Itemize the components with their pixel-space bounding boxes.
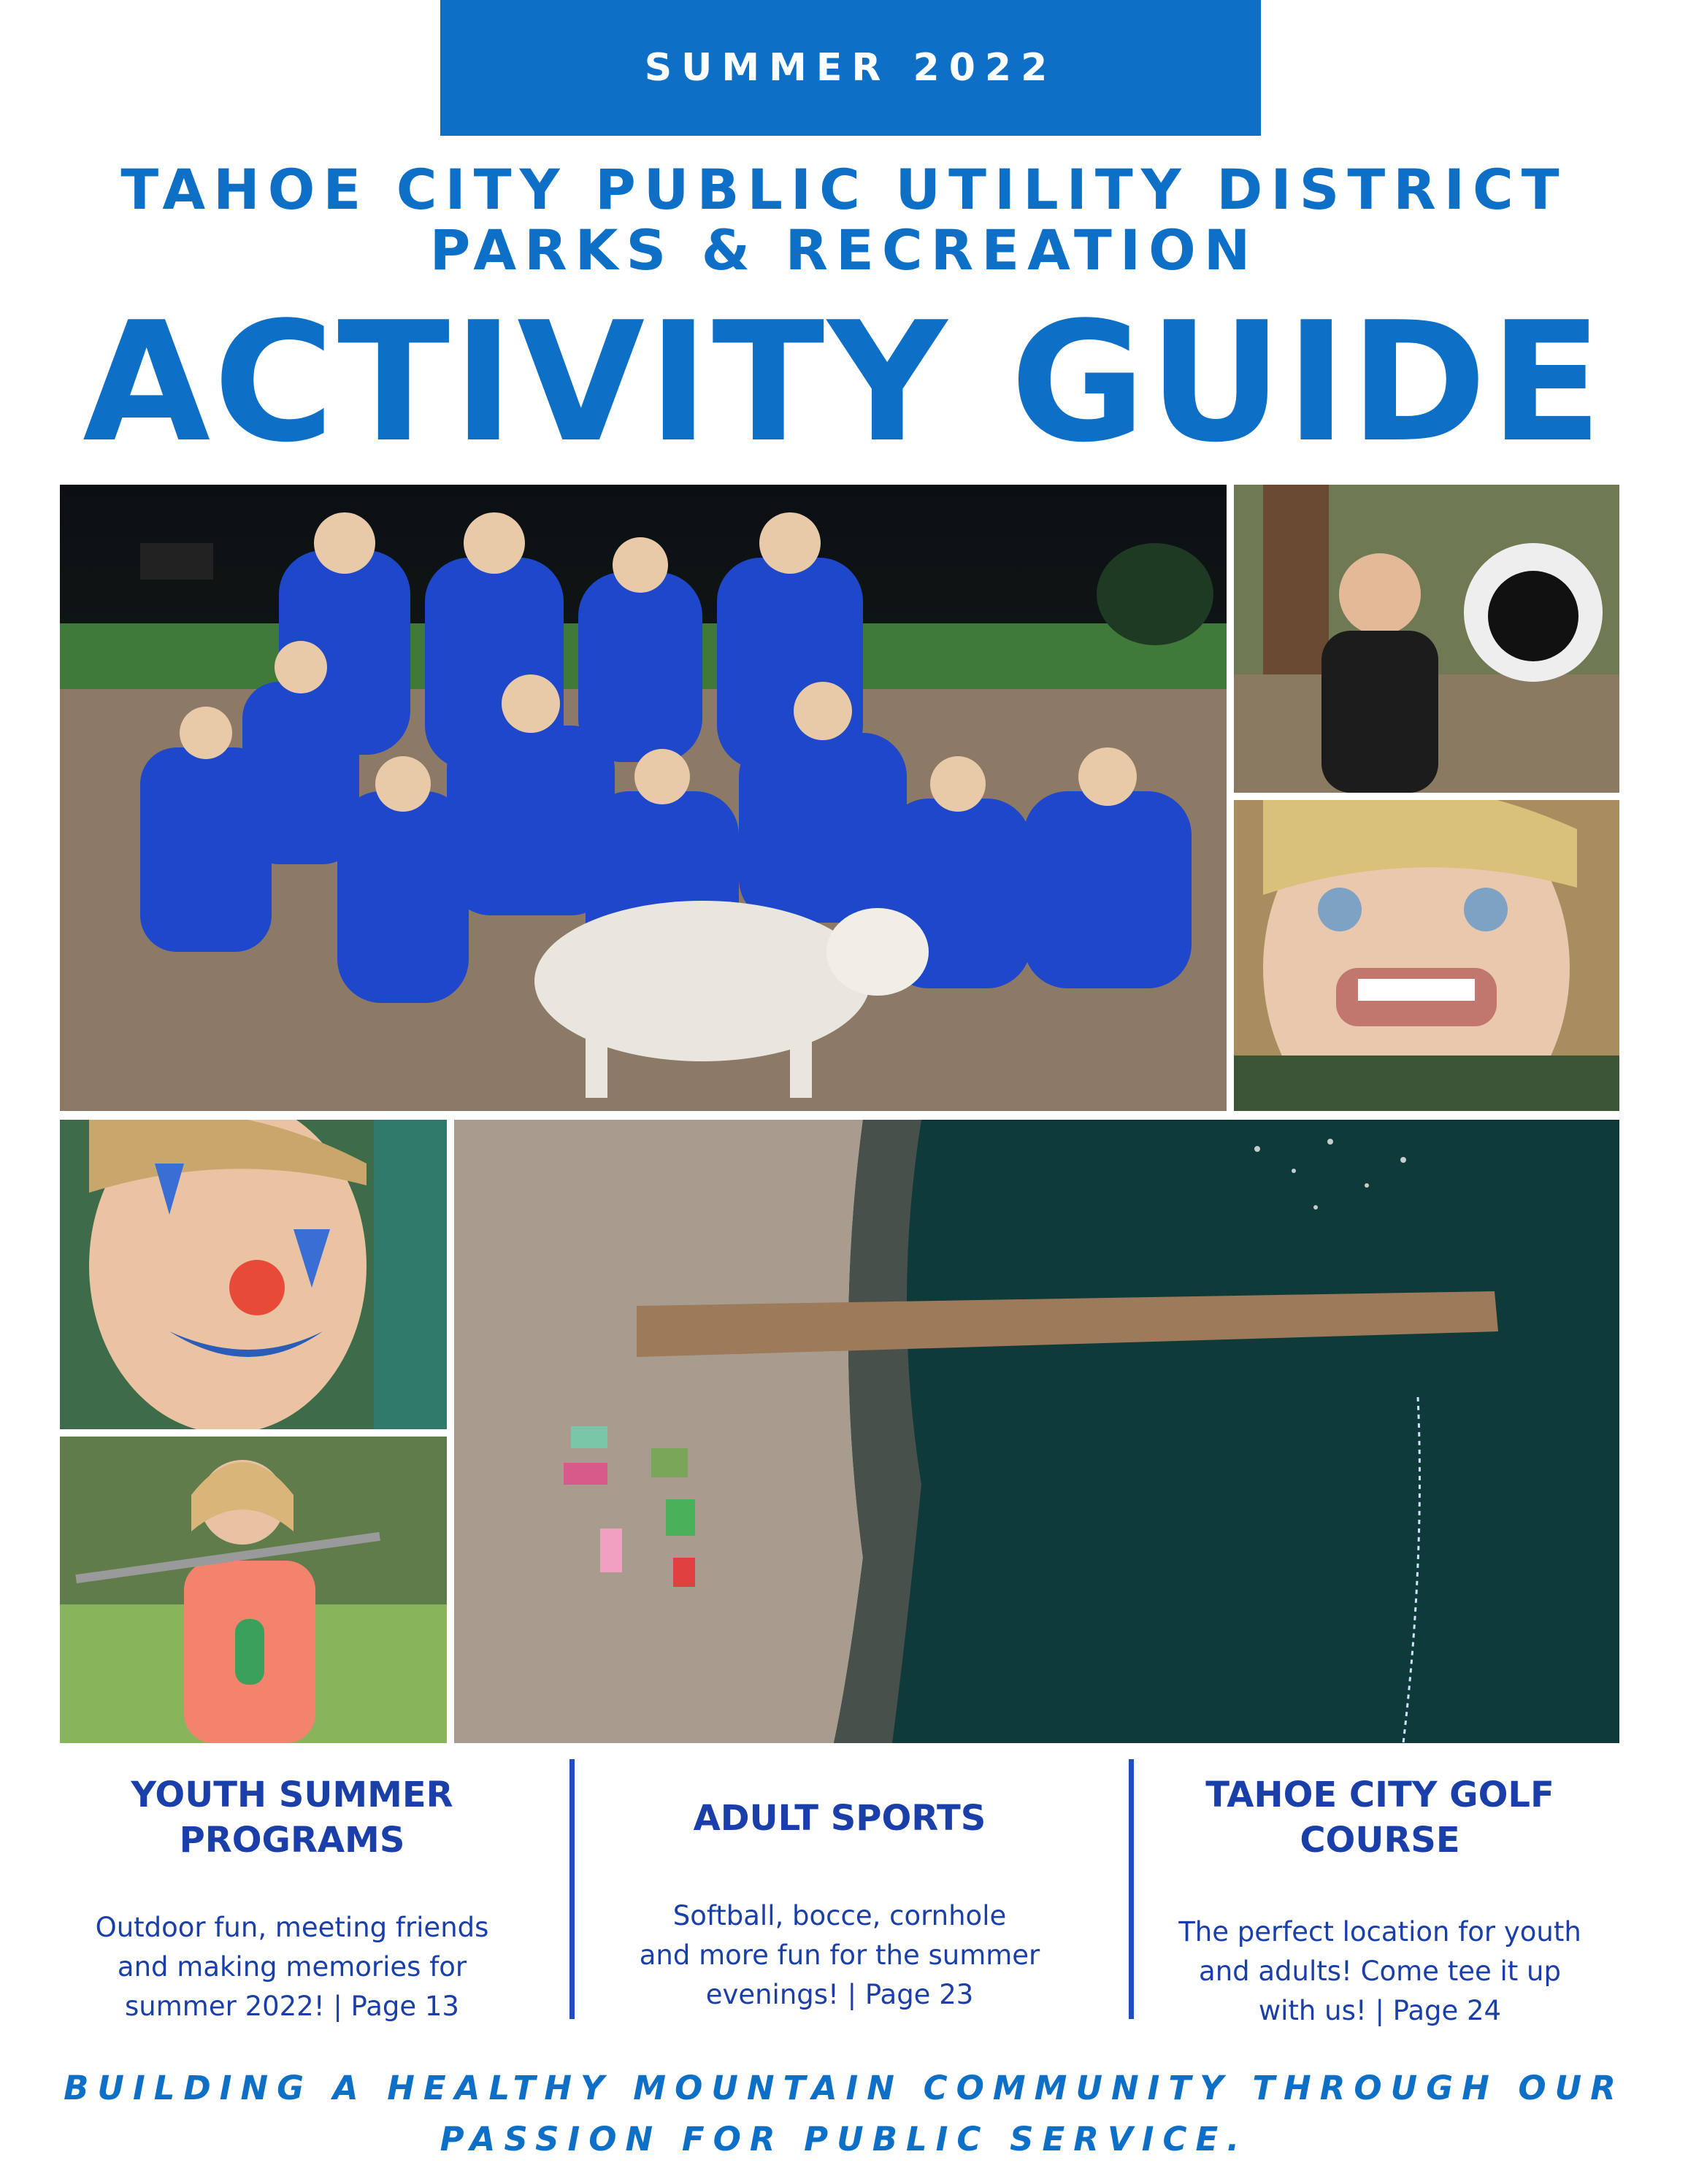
girl-with-golf-club-photo: [60, 1437, 447, 1743]
kid-clown-makeup-photo: [60, 1120, 447, 1429]
tagline-line-2: PASSION FOR PUBLIC SERVICE.: [440, 2120, 1248, 2158]
season-banner: [440, 0, 1261, 136]
column-divider: [1129, 1759, 1134, 2019]
section-description: Outdoor fun, meeting friends and making memories for summer 2022! | Page 13: [95, 1912, 489, 2022]
aerial-beach-pier-photo: [454, 1120, 1619, 1743]
section-heading: YOUTH SUMMER PROGRAMS: [131, 1774, 453, 1861]
tagline-line-1: BUILDING A HEALTHY MOUNTAIN COMMUNITY THROUGH OUR: [64, 2069, 1624, 2107]
softball-team-photo: [60, 485, 1227, 1111]
golf-course-section: [1154, 1766, 1606, 2031]
youth-summer-programs-section: [73, 1766, 511, 2026]
adult-sports-section: [606, 1766, 1073, 2015]
column-divider: [569, 1759, 575, 2019]
section-heading: ADULT SPORTS: [693, 1798, 986, 1839]
page-title: ACTIVITY GUIDE: [83, 287, 1605, 479]
section-description: Softball, bocce, cornhole and more fun for the summer evenings! | Page 23: [639, 1900, 1040, 2010]
department-name: PARKS & RECREATION: [429, 218, 1259, 282]
section-description: The perfect location for youth and adults! Come tee it up with us! | Page 24: [1178, 1916, 1581, 2026]
season-label: SUMMER 2022: [644, 46, 1057, 90]
kid-funny-face-photo: [1234, 800, 1619, 1111]
district-name: TAHOE CITY PUBLIC UTILITY DISTRICT: [120, 157, 1568, 222]
section-heading: TAHOE CITY GOLF COURSE: [1205, 1774, 1554, 1861]
kid-with-plate-photo: [1234, 485, 1619, 793]
